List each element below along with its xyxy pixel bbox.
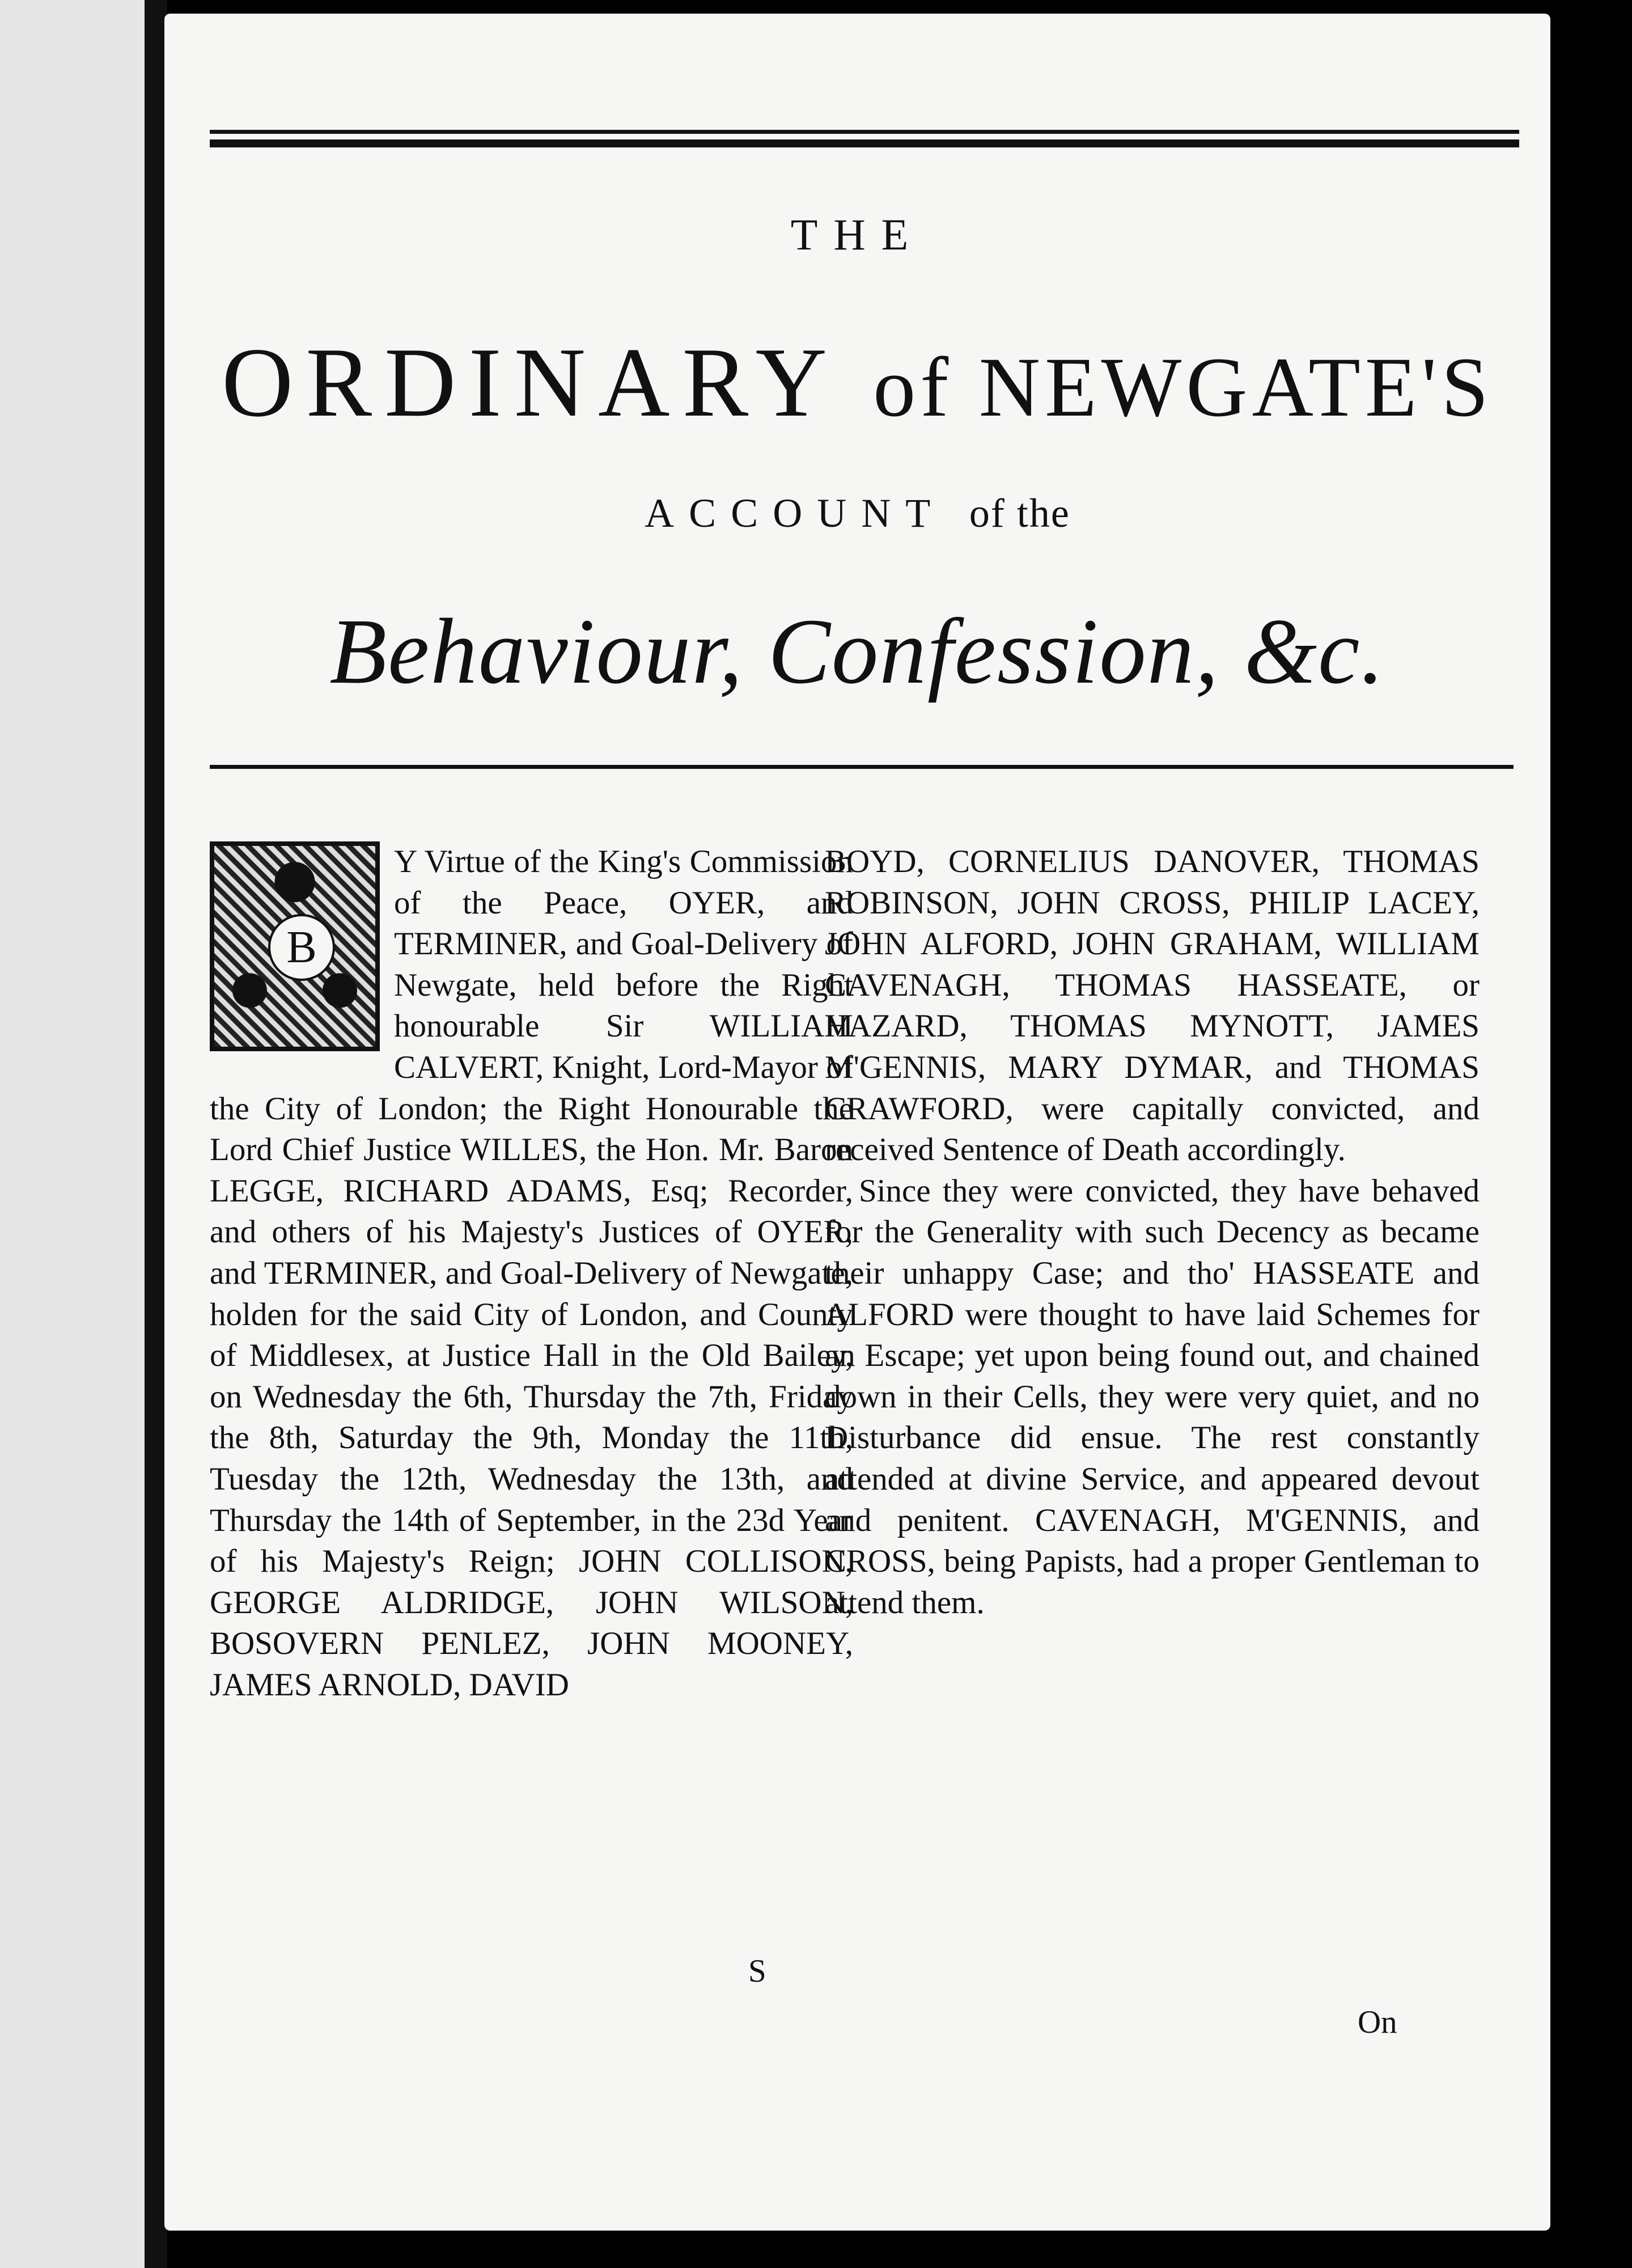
top-rule-thick xyxy=(210,139,1519,147)
title-the: THE xyxy=(790,210,925,259)
catchword-left: S xyxy=(748,1953,766,1989)
title-of-newgates: of NEWGATE'S xyxy=(873,340,1493,434)
title-of-the: of the xyxy=(969,490,1070,536)
left-column-text: Y Virtue of the King's Commission of the Peace, OYER, and TERMINER, and Goal-Delivery of Newgate, held before the Right honourable Sir WILLIAM CALVERT, Knight, Lord-Mayor of the City of London; the Right Honourable the Lord Chief Justice WILLES, the Hon. Mr. Baron LEGGE, RICHARD ADAMS, Esq; Recorder, and others of his Majesty's Justices of OYER, and TERMINER, and Goal-Delivery of Newgate, holden for the said City of London, and County of Middlesex, at Justice Hall in the Old Bailey, on Wednesday the 6th, Thursday the 7th, Friday the 8th, Saturday the 9th, Monday the 11th, Tuesday the 12th, Wednesday the 13th, and Thursday the 14th of September, in the 23d Year of his Majesty's Reign; JOHN COLLISON, GEORGE ALDRIDGE, JOHN WILSON, BOSOVERN PENLEZ, JOHN MOONEY, JAMES ARNOLD, DAVID xyxy=(210,844,853,1703)
ornamental-initial-icon xyxy=(210,841,380,1051)
right-column-paragraph-2: Since they were convicted, they have behaved for the Generality with such Decency as became their unhappy Case; and tho' HASSEATE and ALFORD were thought to have laid Schemes for an Escape; yet upon being found out, and chained down in their Cells, they were very quiet, and no Disturbance did ensue. The rest constantly attended at divine Service, and appeared devout and penitent. CAVENAGH, M'GENNIS, and CROSS, being Papists, had a proper Gentleman to attend them. xyxy=(825,1173,1480,1620)
book-gutter xyxy=(145,0,167,2268)
title-main xyxy=(164,325,1550,439)
top-rule xyxy=(210,130,1519,134)
left-column xyxy=(210,841,853,1706)
right-column xyxy=(825,841,1480,1623)
title-ordinary: ORDINARY xyxy=(222,327,836,437)
drop-cap-letter: B xyxy=(268,914,335,981)
document-page xyxy=(164,14,1550,2231)
title-subtitle: Behaviour, Confession, &c. xyxy=(329,599,1385,703)
section-rule xyxy=(210,765,1514,769)
facing-page-edge xyxy=(0,0,150,2268)
catchword-right: On xyxy=(1358,2004,1397,2040)
right-column-paragraph-1: BOYD, CORNELIUS DANOVER, THOMAS ROBINSON, JOHN CROSS, PHILIP LACEY, JOHN ALFORD, JOHN GRAHAM, WILLIAM CAVENAGH, THOMAS HASSEATE, or HAZARD, THOMAS MYNOTT, JAMES M'GENNIS, MARY DYMAR, and THOMAS CRAWFORD, were capitally convicted, and received Sentence of Death accordingly. xyxy=(825,844,1480,1168)
title-account-line xyxy=(164,490,1550,537)
title-account: ACCOUNT xyxy=(645,490,944,536)
